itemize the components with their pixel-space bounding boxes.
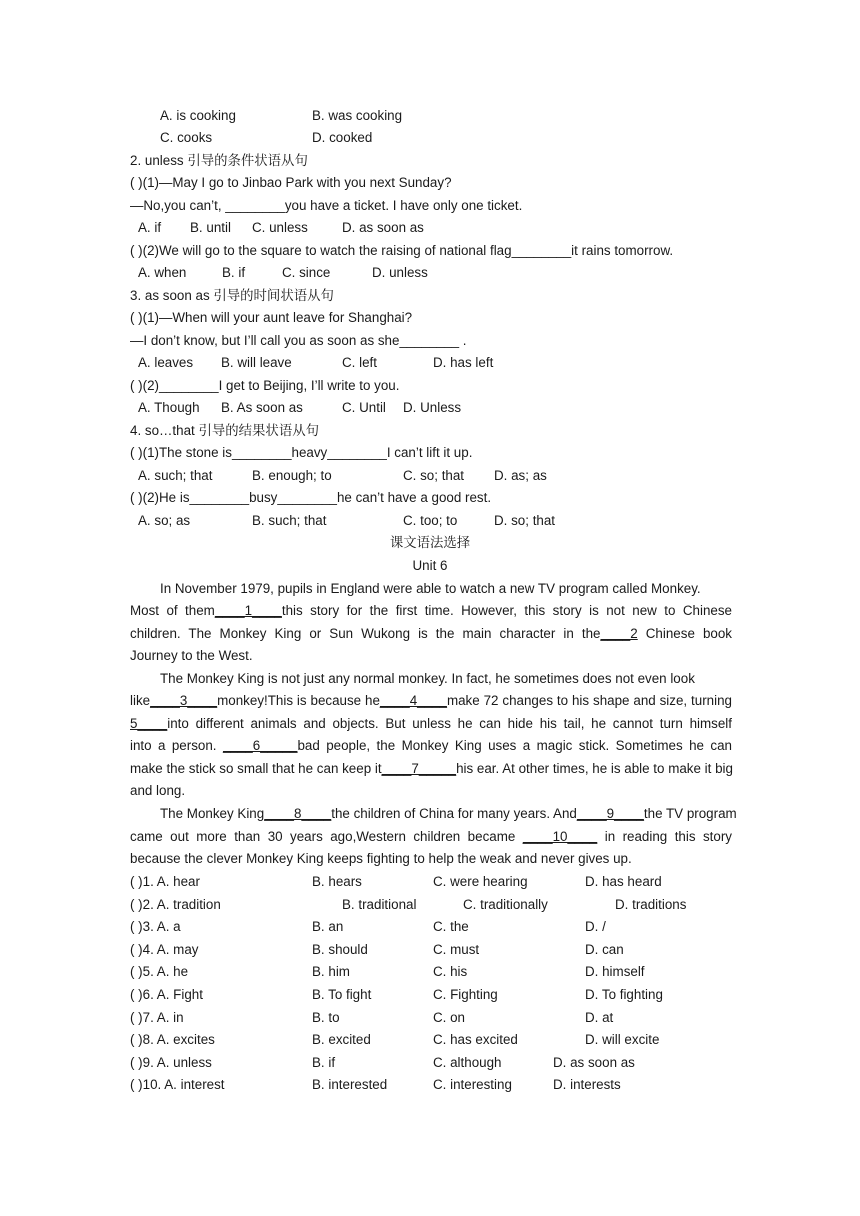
question-option-c: C. the [433, 919, 469, 935]
passage-title: 课文语法选择 [389, 535, 471, 550]
question-line: —No,you can’t, ________you have a ticket. I have only one ticket. [130, 198, 523, 213]
question-option-a: ( )7. A. in [130, 1009, 184, 1025]
question-option-a: ( )9. A. unless [130, 1054, 212, 1070]
section-heading-as-soon-as: 3. as soon as 引导的时间状语从句 [130, 288, 334, 303]
option-c: C. cooks [160, 130, 213, 145]
section-heading-so-that: 4. so…that 引导的结果状语从句 [130, 423, 319, 438]
question-option-d: D. will excite [585, 1032, 660, 1048]
question-option-a: ( )8. A. excites [130, 1032, 215, 1048]
option: A. when [138, 265, 187, 280]
question-option-b: B. to [312, 1009, 340, 1025]
option: C. left [342, 355, 377, 370]
question-option-c: C. his [433, 964, 468, 980]
question-option-d: D. at [585, 1009, 614, 1025]
question-option-b: B. hears [312, 874, 362, 889]
passage-line: into a person. ____6_____bad people, the Monkey King uses a magic stick. Sometimes he can [130, 738, 732, 753]
question-line: —I don’t know, but I’ll call you as soon as she________ . [130, 333, 467, 348]
passage-line: because the clever Monkey King keeps fighting to help the weak and never gives up. [130, 851, 632, 866]
passage-line: came out more than 30 years ago,Western children became ____10____ in reading this story [130, 829, 732, 844]
question-line: ( )(2)________I get to Beijing, I’ll write to you. [130, 378, 400, 393]
question-option-c: C. traditionally [463, 896, 548, 912]
option: A. so; as [138, 513, 191, 528]
passage-line: The Monkey King ____8____ the children of China for many years. And ____9____ the TV program [160, 806, 737, 821]
passage-line: In November 1979, pupils in England were able to watch a new TV program called Monkey. [160, 581, 701, 596]
question-line: ( )(2)We will go to the square to watch the raising of national flag________it rains tomorrow. [130, 243, 674, 258]
question-line: ( )(1)The stone is________heavy________I can’t lift it up. [130, 445, 473, 460]
question-option-b: B. To fight [312, 987, 372, 1002]
option: D. Unless [403, 400, 462, 415]
option-d: D. cooked [312, 130, 373, 145]
option-b: B. was cooking [312, 108, 403, 123]
passage-line: like____3____monkey!This is because he____4____make 72 changes to his shape and size, turning [130, 693, 732, 708]
question-option-b: B. traditional [342, 896, 417, 912]
option: A. leaves [138, 355, 194, 370]
passage-line: Most of them____1____this story for the first time. However, this story is not new to Chinese [130, 603, 732, 618]
section-heading-unless: 2. unless 引导的条件状语从句 [130, 153, 308, 168]
option: A. Though [138, 400, 200, 415]
option: C. Until [342, 400, 386, 415]
question-option-c: C. on [433, 1009, 466, 1025]
passage-line: The Monkey King is not just any normal monkey. In fact, he sometimes does not even look [160, 671, 695, 686]
question-option-a: ( )3. A. a [130, 919, 181, 935]
option: A. if [138, 220, 162, 235]
question-option-b: B. excited [312, 1032, 371, 1048]
question-option-b: B. an [312, 919, 344, 935]
option: A. such; that [138, 468, 213, 483]
question-option-a: ( )6. A. Fight [130, 987, 203, 1002]
question-option-a: ( )2. A. tradition [130, 896, 221, 912]
question-line: ( )(1)—May I go to Jinbao Park with you next Sunday? [130, 175, 452, 190]
option: D. as soon as [342, 220, 424, 235]
question-option-c: C. were hearing [433, 874, 528, 889]
option: B. until [190, 220, 231, 235]
option-a: A. is cooking [160, 108, 236, 123]
passage-line: Journey to the West. [130, 648, 253, 663]
option: C. so; that [403, 468, 465, 483]
option: D. so; that [494, 513, 556, 528]
question-option-d: D. To fighting [585, 987, 663, 1002]
option: B. such; that [252, 513, 327, 528]
option: B. will leave [221, 355, 292, 370]
question-option-d: D. as soon as [553, 1054, 635, 1070]
option: D. unless [372, 265, 428, 280]
option: D. as; as [494, 468, 547, 483]
question-option-b: B. if [312, 1054, 336, 1070]
question-line: ( )(1)—When will your aunt leave for Shanghai? [130, 310, 413, 325]
passage-line: 5____into different animals and objects. But unless he can hide his tail, he cannot turn himself [130, 716, 732, 731]
question-option-d: D. / [585, 919, 606, 935]
question-option-a: ( )5. A. he [130, 964, 189, 980]
option: C. too; to [403, 513, 458, 528]
question-option-a: ( )4. A. may [130, 941, 199, 957]
question-option-c: C. although [433, 1054, 502, 1070]
question-option-d: D. can [585, 941, 624, 957]
question-option-d: D. interests [553, 1077, 621, 1093]
question-option-a: ( )1. A. hear [130, 874, 200, 889]
question-option-d: D. traditions [615, 896, 687, 912]
passage-line: make the stick so small that he can keep it____7_____his ear. At other times, he is able to make it big [130, 761, 733, 776]
question-option-a: ( )10. A. interest [130, 1077, 225, 1093]
question-option-b: B. interested [312, 1077, 388, 1093]
option: C. since [282, 265, 331, 280]
question-option-d: D. himself [585, 964, 645, 980]
question-option-c: C. Fighting [433, 987, 498, 1002]
option: B. if [222, 265, 246, 280]
question-option-b: B. should [312, 941, 368, 957]
question-line: ( )(2)He is________busy________he can’t have a good rest. [130, 490, 492, 505]
option: C. unless [252, 220, 308, 235]
question-option-c: C. must [433, 941, 480, 957]
passage-line: and long. [130, 783, 186, 798]
question-option-b: B. him [312, 964, 350, 980]
question-option-d: D. has heard [585, 874, 662, 889]
option: D. has left [433, 355, 494, 370]
question-option-c: C. has excited [433, 1032, 518, 1048]
question-option-c: C. interesting [433, 1077, 512, 1093]
unit-label: Unit 6 [412, 558, 448, 573]
option: B. enough; to [252, 468, 332, 483]
passage-line: children. The Monkey King or Sun Wukong is the main character in the____2 Chinese book [130, 626, 732, 641]
option: B. As soon as [221, 400, 303, 415]
